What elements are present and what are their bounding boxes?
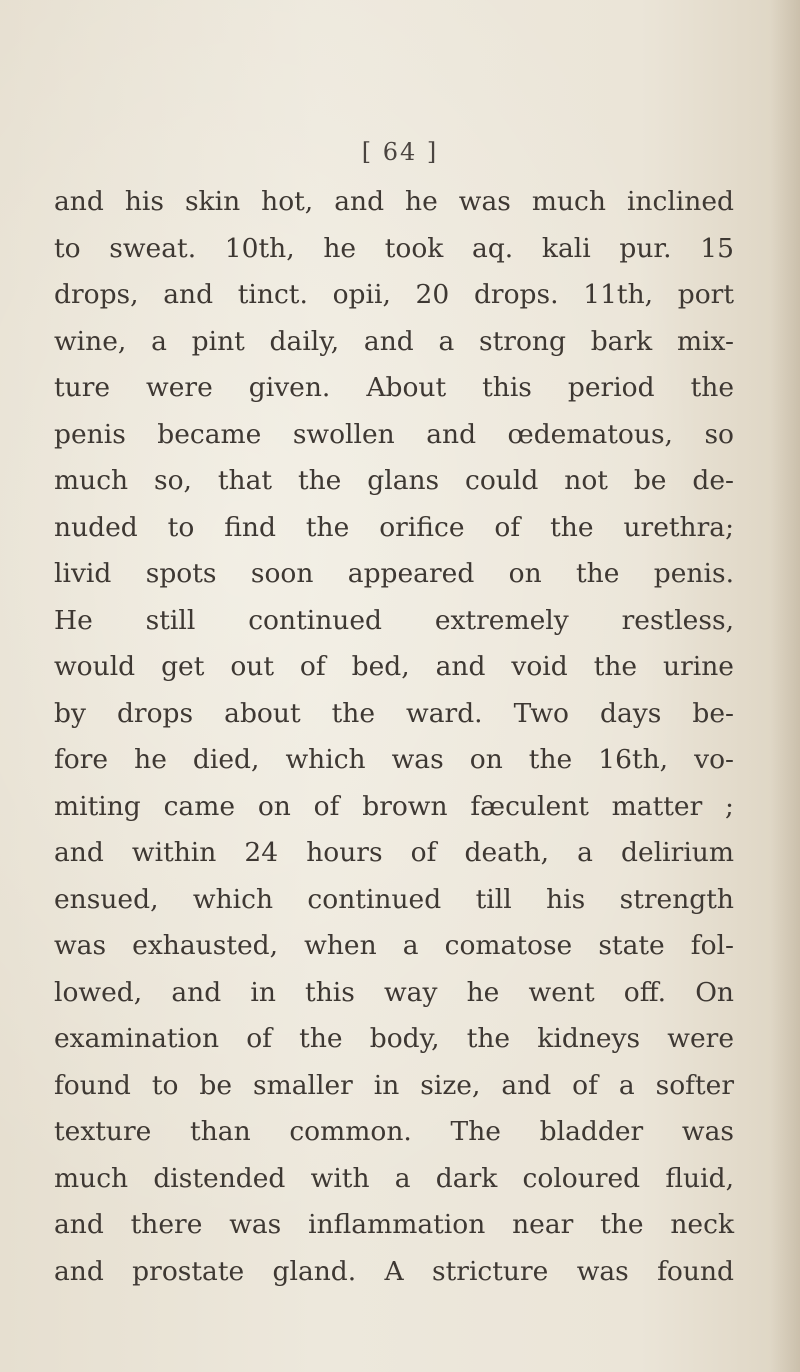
text-line: and within 24 hours of death, a delirium xyxy=(54,837,734,868)
text-line: nuded to find the orifice of the urethra; xyxy=(54,511,734,543)
text-line: and prostate gland. A stricture was found xyxy=(54,1255,734,1287)
text-line: penis became swollen and œdematous, so xyxy=(54,418,734,450)
text-line: fore he died, which was on the 16th, vo- xyxy=(54,744,734,775)
text-line: lowed, and in this way he went off. On xyxy=(54,976,734,1008)
page-number: [ 64 ] xyxy=(361,138,439,166)
text-line: found to be smaller in size, and of a softer xyxy=(54,1069,734,1101)
text-line: by drops about the ward. Two days be- xyxy=(54,697,734,729)
text-line: was exhausted, when a comatose state fol- xyxy=(54,930,734,961)
page-edge-shadow xyxy=(770,0,800,1372)
text-line: much so, that the glans could not be de- xyxy=(54,465,734,496)
text-line: to sweat. 10th, he took aq. kali pur. 15 xyxy=(54,232,734,264)
text-line: texture than common. The bladder was xyxy=(54,1116,734,1147)
text-line: and his skin hot, and he was much inclined xyxy=(54,186,734,217)
text-line: ture were given. About this period the xyxy=(54,372,734,403)
text-line: much distended with a dark coloured fluid, xyxy=(54,1162,734,1194)
text-line: would get out of bed, and void the urine xyxy=(54,651,734,682)
text-line: He still continued extremely restless, xyxy=(54,604,734,636)
text-line: and there was inflammation near the neck xyxy=(54,1209,734,1240)
text-line: ensued, which continued till his strength xyxy=(54,883,734,915)
text-line: drops, and tinct. opii, 20 drops. 11th, port xyxy=(54,279,734,310)
text-line: examination of the body, the kidneys were xyxy=(54,1023,734,1054)
text-line: wine, a pint daily, and a strong bark mix- xyxy=(54,325,734,357)
body-text xyxy=(54,182,734,1298)
text-line: livid spots soon appeared on the penis. xyxy=(54,558,734,589)
text-line: miting came on of brown fæculent matter ; xyxy=(54,790,734,822)
